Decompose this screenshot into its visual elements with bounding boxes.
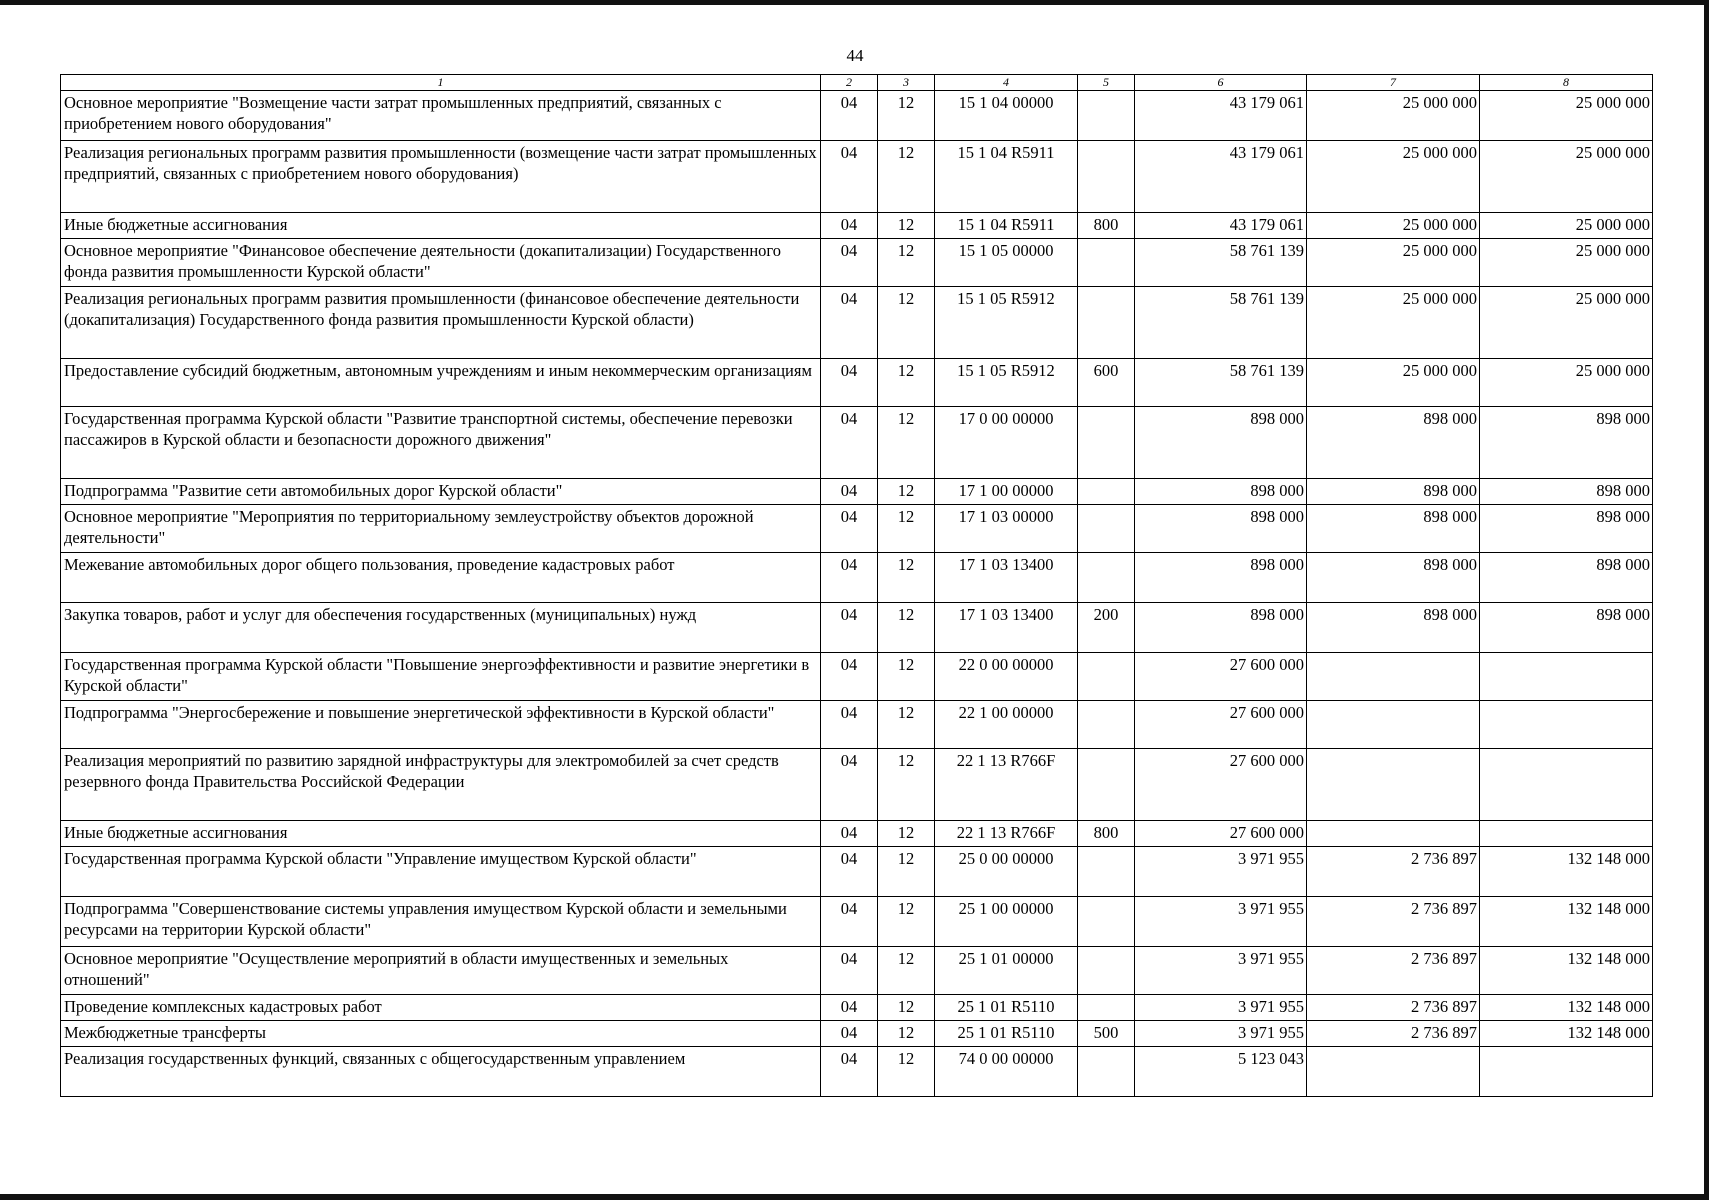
row-amount-7: 898 000 — [1307, 603, 1480, 653]
row-name: Иные бюджетные ассигнования — [61, 213, 821, 239]
row-amount-8: 132 148 000 — [1480, 847, 1653, 897]
row-amount-8: 898 000 — [1480, 505, 1653, 553]
table-row — [61, 91, 1653, 141]
row-expense-type — [1078, 91, 1135, 141]
row-amount-6: 3 971 955 — [1135, 847, 1307, 897]
row-expense-type — [1078, 505, 1135, 553]
row-target-code: 17 1 03 00000 — [935, 505, 1078, 553]
row-amount-6: 5 123 043 — [1135, 1047, 1307, 1097]
row-amount-6: 898 000 — [1135, 603, 1307, 653]
row-amount-7: 25 000 000 — [1307, 141, 1480, 213]
table-row — [61, 653, 1653, 701]
row-amount-7: 25 000 000 — [1307, 91, 1480, 141]
row-subsection: 12 — [878, 239, 935, 287]
row-expense-type — [1078, 1047, 1135, 1097]
row-amount-6: 898 000 — [1135, 407, 1307, 479]
row-amount-8 — [1480, 653, 1653, 701]
row-amount-7: 898 000 — [1307, 553, 1480, 603]
scan-top-edge — [0, 0, 1709, 5]
row-name: Реализация мероприятий по развитию зарядной инфраструктуры для электромобилей за счет средств резервного фонда Правительства Российской Федерации — [61, 749, 821, 821]
row-amount-7 — [1307, 749, 1480, 821]
row-expense-type: 200 — [1078, 603, 1135, 653]
budget-table — [60, 74, 1653, 1097]
row-target-code: 25 1 00 00000 — [935, 897, 1078, 947]
row-expense-type — [1078, 847, 1135, 897]
row-expense-type — [1078, 141, 1135, 213]
table-row — [61, 239, 1653, 287]
row-name: Основное мероприятие "Возмещение части затрат промышленных предприятий, связанных с приобретением нового оборудования" — [61, 91, 821, 141]
row-amount-8 — [1480, 701, 1653, 749]
row-name: Подпрограмма "Развитие сети автомобильных дорог Курской области" — [61, 479, 821, 505]
row-amount-8 — [1480, 749, 1653, 821]
row-amount-6: 27 600 000 — [1135, 821, 1307, 847]
row-target-code: 17 0 00 00000 — [935, 407, 1078, 479]
row-expense-type — [1078, 701, 1135, 749]
row-amount-8: 132 148 000 — [1480, 1021, 1653, 1047]
row-target-code: 15 1 05 00000 — [935, 239, 1078, 287]
row-name: Межбюджетные трансферты — [61, 1021, 821, 1047]
row-section: 04 — [821, 505, 878, 553]
row-amount-6: 3 971 955 — [1135, 947, 1307, 995]
row-name: Реализация государственных функций, связанных с общегосударственным управлением — [61, 1047, 821, 1097]
row-amount-7 — [1307, 701, 1480, 749]
row-target-code: 22 1 13 R766F — [935, 821, 1078, 847]
row-target-code: 22 1 13 R766F — [935, 749, 1078, 821]
table-row — [61, 505, 1653, 553]
table-row — [61, 847, 1653, 897]
row-name: Предоставление субсидий бюджетным, автономным учреждениям и иным некоммерческим организациям — [61, 359, 821, 407]
row-amount-6: 43 179 061 — [1135, 91, 1307, 141]
row-amount-7 — [1307, 653, 1480, 701]
row-section: 04 — [821, 701, 878, 749]
row-expense-type: 800 — [1078, 213, 1135, 239]
row-subsection: 12 — [878, 407, 935, 479]
row-expense-type — [1078, 995, 1135, 1021]
row-target-code: 25 1 01 00000 — [935, 947, 1078, 995]
column-header-8: 8 — [1480, 75, 1653, 91]
row-amount-8: 25 000 000 — [1480, 141, 1653, 213]
row-section: 04 — [821, 821, 878, 847]
row-expense-type: 800 — [1078, 821, 1135, 847]
row-amount-8: 25 000 000 — [1480, 213, 1653, 239]
row-amount-7: 898 000 — [1307, 505, 1480, 553]
row-target-code: 17 1 00 00000 — [935, 479, 1078, 505]
row-expense-type — [1078, 553, 1135, 603]
row-name: Реализация региональных программ развития промышленности (возмещение части затрат промышленных предприятий, связанных с приобретением нового оборудования) — [61, 141, 821, 213]
row-amount-8: 898 000 — [1480, 479, 1653, 505]
row-expense-type — [1078, 897, 1135, 947]
table-row — [61, 995, 1653, 1021]
row-expense-type — [1078, 947, 1135, 995]
row-section: 04 — [821, 479, 878, 505]
row-subsection: 12 — [878, 553, 935, 603]
row-section: 04 — [821, 1021, 878, 1047]
budget-table-container — [60, 74, 1653, 1097]
row-target-code: 15 1 05 R5912 — [935, 359, 1078, 407]
row-amount-7: 25 000 000 — [1307, 287, 1480, 359]
row-subsection: 12 — [878, 653, 935, 701]
row-amount-8: 25 000 000 — [1480, 239, 1653, 287]
row-subsection: 12 — [878, 995, 935, 1021]
row-name: Закупка товаров, работ и услуг для обеспечения государственных (муниципальных) нужд — [61, 603, 821, 653]
row-target-code: 22 0 00 00000 — [935, 653, 1078, 701]
row-amount-7: 25 000 000 — [1307, 239, 1480, 287]
row-amount-6: 27 600 000 — [1135, 701, 1307, 749]
row-amount-6: 898 000 — [1135, 505, 1307, 553]
row-amount-6: 58 761 139 — [1135, 359, 1307, 407]
row-amount-8: 898 000 — [1480, 603, 1653, 653]
row-name: Подпрограмма "Совершенствование системы управления имуществом Курской области и земельными ресурсами на территории Курской области" — [61, 897, 821, 947]
row-subsection: 12 — [878, 91, 935, 141]
row-subsection: 12 — [878, 505, 935, 553]
row-amount-8: 25 000 000 — [1480, 359, 1653, 407]
row-amount-8: 132 148 000 — [1480, 897, 1653, 947]
row-amount-7: 2 736 897 — [1307, 947, 1480, 995]
row-subsection: 12 — [878, 947, 935, 995]
row-expense-type — [1078, 653, 1135, 701]
scan-bottom-edge — [0, 1194, 1709, 1200]
row-target-code: 25 1 01 R5110 — [935, 1021, 1078, 1047]
table-row — [61, 947, 1653, 995]
row-section: 04 — [821, 947, 878, 995]
row-subsection: 12 — [878, 141, 935, 213]
column-header-7: 7 — [1307, 75, 1480, 91]
row-section: 04 — [821, 359, 878, 407]
table-row — [61, 213, 1653, 239]
row-amount-8 — [1480, 1047, 1653, 1097]
table-row — [61, 407, 1653, 479]
row-expense-type — [1078, 749, 1135, 821]
row-subsection: 12 — [878, 821, 935, 847]
row-target-code: 15 1 04 R5911 — [935, 141, 1078, 213]
row-subsection: 12 — [878, 847, 935, 897]
row-amount-7: 898 000 — [1307, 479, 1480, 505]
row-amount-6: 898 000 — [1135, 479, 1307, 505]
row-section: 04 — [821, 847, 878, 897]
row-name: Государственная программа Курской области "Развитие транспортной системы, обеспечение перевозки пассажиров в Курской области и безопасности дорожного движения" — [61, 407, 821, 479]
row-amount-8: 898 000 — [1480, 553, 1653, 603]
row-subsection: 12 — [878, 213, 935, 239]
row-amount-7: 2 736 897 — [1307, 897, 1480, 947]
row-section: 04 — [821, 239, 878, 287]
table-row — [61, 287, 1653, 359]
row-amount-8: 132 148 000 — [1480, 947, 1653, 995]
row-amount-7: 2 736 897 — [1307, 995, 1480, 1021]
row-subsection: 12 — [878, 603, 935, 653]
table-row — [61, 749, 1653, 821]
row-section: 04 — [821, 653, 878, 701]
table-row — [61, 1047, 1653, 1097]
row-section: 04 — [821, 287, 878, 359]
row-section: 04 — [821, 213, 878, 239]
table-row — [61, 897, 1653, 947]
row-target-code: 15 1 05 R5912 — [935, 287, 1078, 359]
row-amount-6: 898 000 — [1135, 553, 1307, 603]
row-subsection: 12 — [878, 287, 935, 359]
row-name: Иные бюджетные ассигнования — [61, 821, 821, 847]
row-amount-6: 27 600 000 — [1135, 749, 1307, 821]
row-amount-7: 25 000 000 — [1307, 213, 1480, 239]
row-amount-7 — [1307, 821, 1480, 847]
row-amount-6: 3 971 955 — [1135, 1021, 1307, 1047]
column-header-6: 6 — [1135, 75, 1307, 91]
row-amount-8: 898 000 — [1480, 407, 1653, 479]
row-target-code: 22 1 00 00000 — [935, 701, 1078, 749]
row-expense-type — [1078, 407, 1135, 479]
row-target-code: 15 1 04 00000 — [935, 91, 1078, 141]
row-amount-8: 132 148 000 — [1480, 995, 1653, 1021]
row-amount-6: 43 179 061 — [1135, 141, 1307, 213]
row-target-code: 17 1 03 13400 — [935, 553, 1078, 603]
table-row — [61, 359, 1653, 407]
row-subsection: 12 — [878, 479, 935, 505]
page-number: 44 — [846, 46, 864, 65]
row-target-code: 25 1 01 R5110 — [935, 995, 1078, 1021]
row-subsection: 12 — [878, 701, 935, 749]
row-section: 04 — [821, 91, 878, 141]
row-subsection: 12 — [878, 897, 935, 947]
row-amount-8: 25 000 000 — [1480, 287, 1653, 359]
row-amount-7: 898 000 — [1307, 407, 1480, 479]
row-name: Проведение комплексных кадастровых работ — [61, 995, 821, 1021]
table-row — [61, 701, 1653, 749]
row-amount-8: 25 000 000 — [1480, 91, 1653, 141]
row-section: 04 — [821, 749, 878, 821]
row-name: Основное мероприятие "Мероприятия по территориальному землеустройству объектов дорожной деятельности" — [61, 505, 821, 553]
row-name: Основное мероприятие "Финансовое обеспечение деятельности (докапитализации) Государственного фонда развития промышленности Курской области" — [61, 239, 821, 287]
row-subsection: 12 — [878, 1047, 935, 1097]
row-target-code: 17 1 03 13400 — [935, 603, 1078, 653]
row-amount-7 — [1307, 1047, 1480, 1097]
row-name: Реализация региональных программ развития промышленности (финансовое обеспечение деятельности (докапитализация) Государственного фонда развития промышленности Курской области) — [61, 287, 821, 359]
row-amount-7: 2 736 897 — [1307, 847, 1480, 897]
row-amount-8 — [1480, 821, 1653, 847]
row-section: 04 — [821, 995, 878, 1021]
table-row — [61, 553, 1653, 603]
row-section: 04 — [821, 553, 878, 603]
row-amount-7: 25 000 000 — [1307, 359, 1480, 407]
column-header-5: 5 — [1078, 75, 1135, 91]
row-subsection: 12 — [878, 359, 935, 407]
row-section: 04 — [821, 141, 878, 213]
row-amount-6: 58 761 139 — [1135, 287, 1307, 359]
row-amount-6: 3 971 955 — [1135, 897, 1307, 947]
row-expense-type: 500 — [1078, 1021, 1135, 1047]
row-subsection: 12 — [878, 749, 935, 821]
scan-right-edge — [1704, 0, 1709, 1200]
row-name: Государственная программа Курской области "Управление имуществом Курской области" — [61, 847, 821, 897]
column-header-1: 1 — [61, 75, 821, 91]
row-name: Межевание автомобильных дорог общего пользования, проведение кадастровых работ — [61, 553, 821, 603]
row-section: 04 — [821, 1047, 878, 1097]
row-name: Государственная программа Курской области "Повышение энергоэффективности и развитие энергетики в Курской области" — [61, 653, 821, 701]
row-name: Подпрограмма "Энергосбережение и повышение энергетической эффективности в Курской области" — [61, 701, 821, 749]
row-section: 04 — [821, 407, 878, 479]
table-row — [61, 141, 1653, 213]
row-amount-7: 2 736 897 — [1307, 1021, 1480, 1047]
row-expense-type — [1078, 239, 1135, 287]
table-row — [61, 1021, 1653, 1047]
row-section: 04 — [821, 897, 878, 947]
row-amount-6: 27 600 000 — [1135, 653, 1307, 701]
row-amount-6: 3 971 955 — [1135, 995, 1307, 1021]
table-row — [61, 603, 1653, 653]
row-expense-type — [1078, 287, 1135, 359]
row-section: 04 — [821, 603, 878, 653]
row-target-code: 15 1 04 R5911 — [935, 213, 1078, 239]
column-header-4: 4 — [935, 75, 1078, 91]
row-expense-type — [1078, 479, 1135, 505]
row-name: Основное мероприятие "Осуществление мероприятий в области имущественных и земельных отношений" — [61, 947, 821, 995]
row-amount-6: 58 761 139 — [1135, 239, 1307, 287]
table-row — [61, 479, 1653, 505]
row-subsection: 12 — [878, 1021, 935, 1047]
column-header-3: 3 — [878, 75, 935, 91]
row-amount-6: 43 179 061 — [1135, 213, 1307, 239]
row-target-code: 74 0 00 00000 — [935, 1047, 1078, 1097]
column-header-2: 2 — [821, 75, 878, 91]
row-target-code: 25 0 00 00000 — [935, 847, 1078, 897]
table-row — [61, 821, 1653, 847]
row-expense-type: 600 — [1078, 359, 1135, 407]
column-number-row — [61, 75, 1653, 91]
